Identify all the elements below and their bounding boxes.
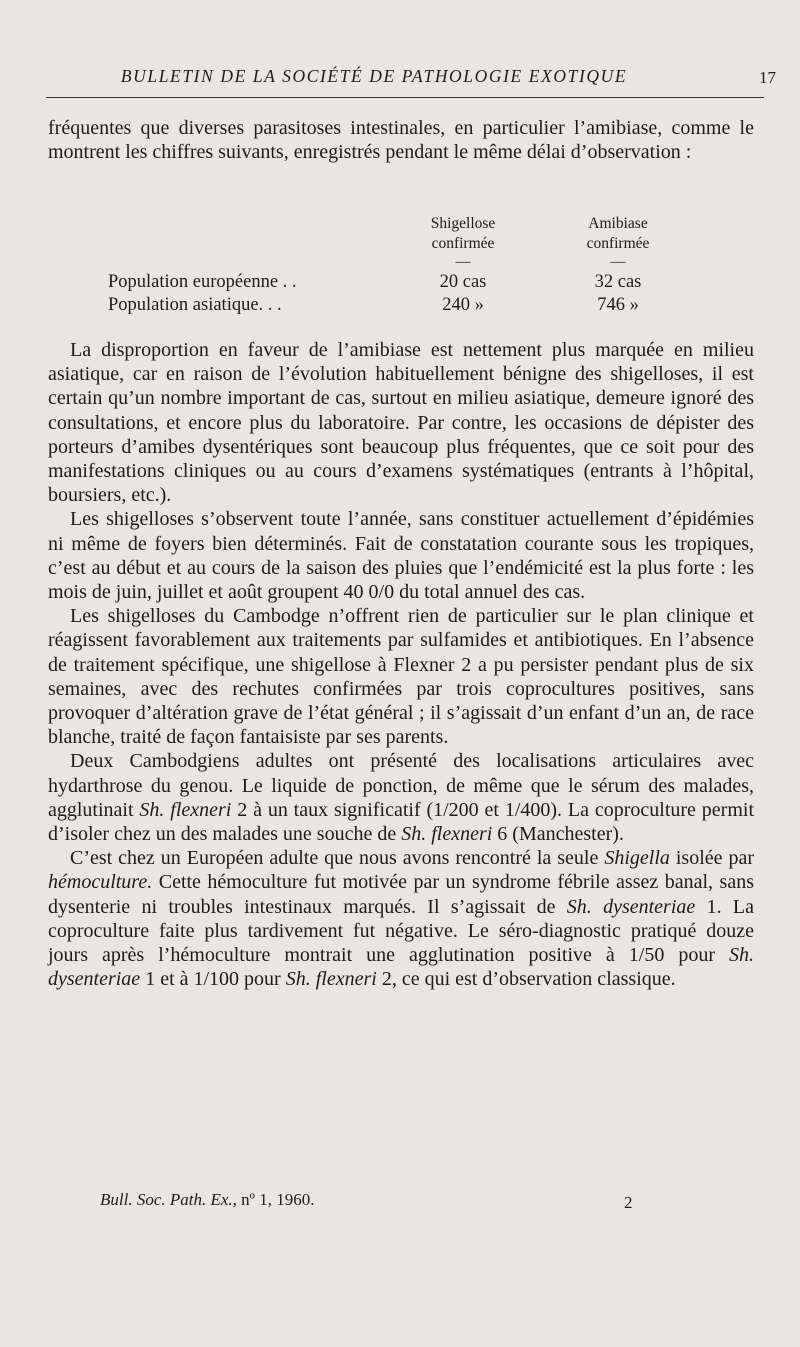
running-header: BULLETIN DE LA SOCIÉTÉ DE PATHOLOGIE EXOTIQUE	[120, 66, 628, 86]
text-run: C’est chez un Européen adulte que nous avons rencontré la seule	[70, 847, 605, 870]
text-run: 2, ce qui est d’observation classique.	[376, 968, 676, 991]
paragraph-hemoculture	[48, 846, 754, 991]
column-dash: —	[610, 254, 626, 270]
species-name: Sh. flexneri	[401, 823, 493, 846]
species-name: Sh. dysenteriae	[48, 944, 754, 991]
column-header-line1: Shigellose	[430, 215, 496, 232]
row-label: Population asiatique. . .	[108, 295, 282, 315]
column-header-line1: Amibiase	[588, 215, 648, 232]
paragraph-clinical: Les shigelloses du Cambodge n’offrent rien de particulier sur le plan clinique et réagissent favorablement aux traitements par sulfamides et antibiotiques. En l’absence de traitement spécifique, une shigellose à Flexner 2 a pu persister pendant plus de six semaines, avec des rechutes confirmées par trois coprocultures positives, sans provoquer d’altération grave de l’état général ; il s’agissait d’un enfant d’un an, de race blanche, traité de façon fantaisiste par ses parents.	[48, 605, 754, 749]
header-rule	[46, 97, 764, 98]
column-dash: —	[455, 254, 471, 270]
text-run: 1. La coproculture faite plus tardivement fut négative. Le séro-diagnostic pratiqué douze jours après l’hémoculture montrait une agglutination positive à 1/50 pour	[48, 895, 755, 967]
species-name: Sh. flexneri	[285, 968, 377, 991]
method-name: hémoculture.	[48, 871, 153, 894]
cell-shigellose: 240 »	[442, 295, 484, 315]
species-name: Sh. flexneri	[139, 798, 232, 821]
species-name: Shigella	[604, 847, 670, 870]
paragraph-seasonality: Les shigelloses s’observent toute l’année, sans constituer actuellement d’épidémies ni même de foyers bien déterminés. Fait de constatation courante sous les tropiques, c’est au début et au cours de la saison des pluies que l’endémicité est la plus forte : les mois de juin, juillet et août groupent 40 0/0 du total annuel des cas.	[48, 508, 754, 604]
cell-amibiase: 32 cas	[594, 272, 642, 292]
footer-citation	[100, 1190, 314, 1210]
intro-paragraph-block	[48, 116, 754, 164]
column-header-line2: confirmée	[586, 235, 650, 252]
intro-paragraph: fréquentes que diverses parasitoses intestinales, en particulier l’amibiase, comme le montrent les chiffres suivants, enregistrés pendant le même délai d’observation :	[48, 117, 754, 164]
main-text-block	[48, 338, 754, 991]
paragraph-articular	[48, 749, 754, 846]
citation-journal: Bull. Soc. Path. Ex.,	[100, 1190, 237, 1209]
text-run: 6 (Manchester).	[492, 823, 624, 846]
text-run: 2 à un taux significatif (1/200 et 1/400). La coproculture permit d’isoler chez un des malades une souche de	[48, 798, 754, 846]
page-number: 17	[759, 68, 776, 87]
text-run: Deux Cambodgiens adultes ont présenté des localisations articulaires avec hydarthrose du genou. Le liquide de ponction, de même que le sérum des malades, agglutinait	[48, 750, 754, 821]
text-run: Cette hémoculture fut motivée par un syndrome fébrile assez banal, sans dysenterie ni troubles intestinaux marqués. Il s’agissait de	[48, 871, 754, 918]
cell-shigellose: 20 cas	[439, 272, 487, 292]
text-run: 1 et à 1/100 pour	[140, 968, 286, 991]
paragraph-disproportion: La disproportion en faveur de l’amibiase est nettement plus marquée en milieu asiatique, car en raison de l’évolution habituellement bénigne des shigelloses, il est certain qu’un nombre important de cas, surtout en milieu asiatique, demeure ignoré des consultations, et encore plus du laboratoire. Par contre, les occasions de dépister des porteurs d’amibes dysentériques sont beaucoup plus fréquentes, que ce soit pour des manifestations cliniques ou au cours d’examens systématiques (entrants à l’hôpital, boursiers, etc.).	[48, 339, 754, 507]
text-run: isolée par	[669, 847, 755, 870]
citation-issue: nº 1, 1960.	[236, 1190, 315, 1209]
cell-amibiase: 746 »	[597, 295, 639, 315]
row-label: Population européenne . .	[108, 272, 297, 292]
column-header-amibiase	[548, 214, 688, 270]
column-header-shigellose	[398, 214, 528, 270]
column-header-line2: confirmée	[431, 235, 495, 252]
sheet-number: 2	[624, 1193, 633, 1212]
species-name: Sh. dysenteriae	[566, 895, 696, 918]
